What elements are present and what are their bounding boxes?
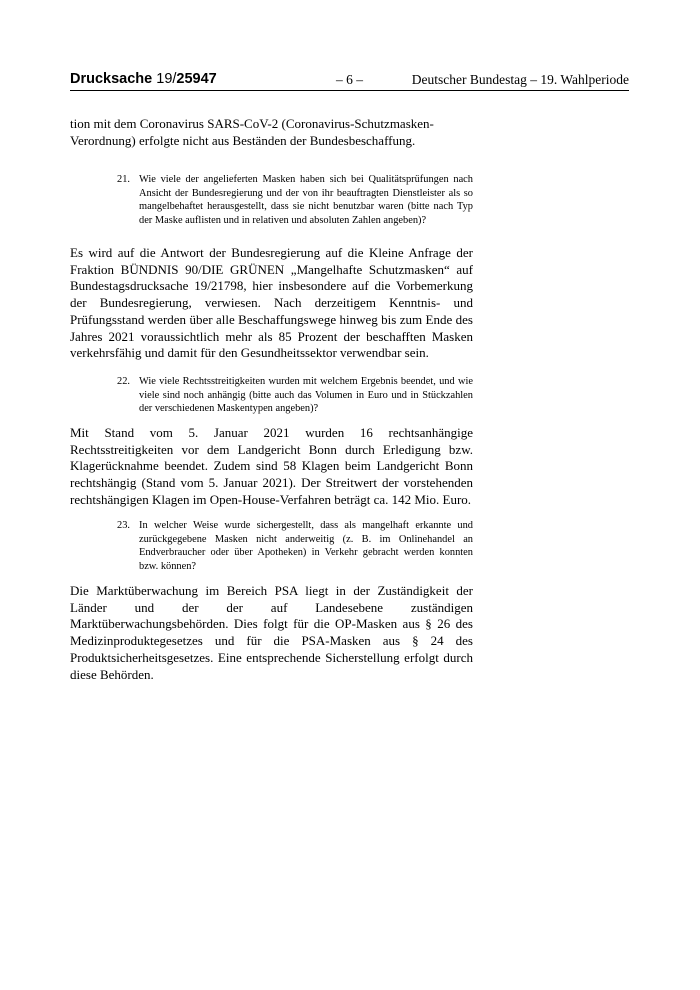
question-number: 23. [117,520,130,531]
question-text: In welcher Weise wurde sichergestellt, dass als mangelhaft erkannte und zurückgegebene Masken nicht anderweitig (z. B. im Onlinehandel an Endverbraucher oder über Apotheken) in Verkehr gebracht werden konnten bzw. können? [139,520,473,572]
document-number: Drucksache 19/25947 [70,71,217,87]
question-text: Wie viele Rechtsstreitigkeiten wurden mit welchem Ergebnis beendet, und wie viele sind noch anhängig (bitte auch das Volumen in Euro und in Stückzahlen der verschiedenen Maskentypen angeben)? [139,376,473,415]
question-22 [117,375,473,416]
question-number: 21. [117,174,130,185]
page-header [70,70,629,91]
question-text: Wie viele der angelieferten Masken haben sich bei Qualitätsprüfungen nach Ansicht der Bundesregierung und der von ihr beauftragten Dienstleister als so mangelbehaftet herausgestellt, dass sie nicht benutzbar waren (bitte nach Typ der Maske auflisten und in relativen und absoluten Zahlen angeben)? [139,174,473,226]
question-23 [117,519,473,573]
answer-23: Die Marktüberwachung im Bereich PSA liegt in der Zuständigkeit der Länder und der der auf Landesebene zuständigen Marktüberwachungsbehörden. Dies folgt für die OP-Masken aus § 26 des Medizinproduktegesetzes und für die PSA-Masken aus § 24 des Produktsicherheitsgesetzes. Eine entsprechende Sicherstellung erfolgt durch diese Behörden. [70,583,473,682]
question-21 [117,173,473,227]
answer-22: Mit Stand vom 5. Januar 2021 wurden 16 rechtsanhängige Rechtsstreitigkeiten vor dem Landgericht Bonn durch Erledigung bzw. Klagerücknahme beendet. Zudem sind 58 Klagen beim Landgericht Bonn rechtshängig (Stand vom 5. Januar 2021). Der Streitwert der vorstehenden rechtshängigen Klagen im Open-House-Verfahren beträgt ca. 142 Mio. Euro. [70,425,473,507]
parliament-period: Deutscher Bundestag – 19. Wahlperiode [411,72,629,87]
page-number: – 6 – [336,72,363,87]
answer-21: Es wird auf die Antwort der Bundesregierung auf die Kleine Anfrage der Fraktion BÜNDNIS 90/DIE GRÜNEN „Mangelhafte Schutzmasken“ auf Bundestagsdrucksache 19/21798, hier insbesondere auf die Vorbemerkung der Bundesregierung, verwiesen. Nach derzeitigem Kenntnis- und Prüfungsstand werden über alle Beschaffungswege hinweg bis zum Ende des Jahres 2021 voraussichtlich mehr als 85 Prozent der beschafften Masken verkehrsfähig und damit für den Gesundheitssektor verwendbar sein. [70,245,473,361]
question-number: 22. [117,376,130,387]
intro-paragraph: tion mit dem Coronavirus SARS-CoV-2 (Coronavirus-Schutzmasken-Verordnung) erfolgte nicht aus Beständen der Bundesbeschaffung. [70,116,434,148]
